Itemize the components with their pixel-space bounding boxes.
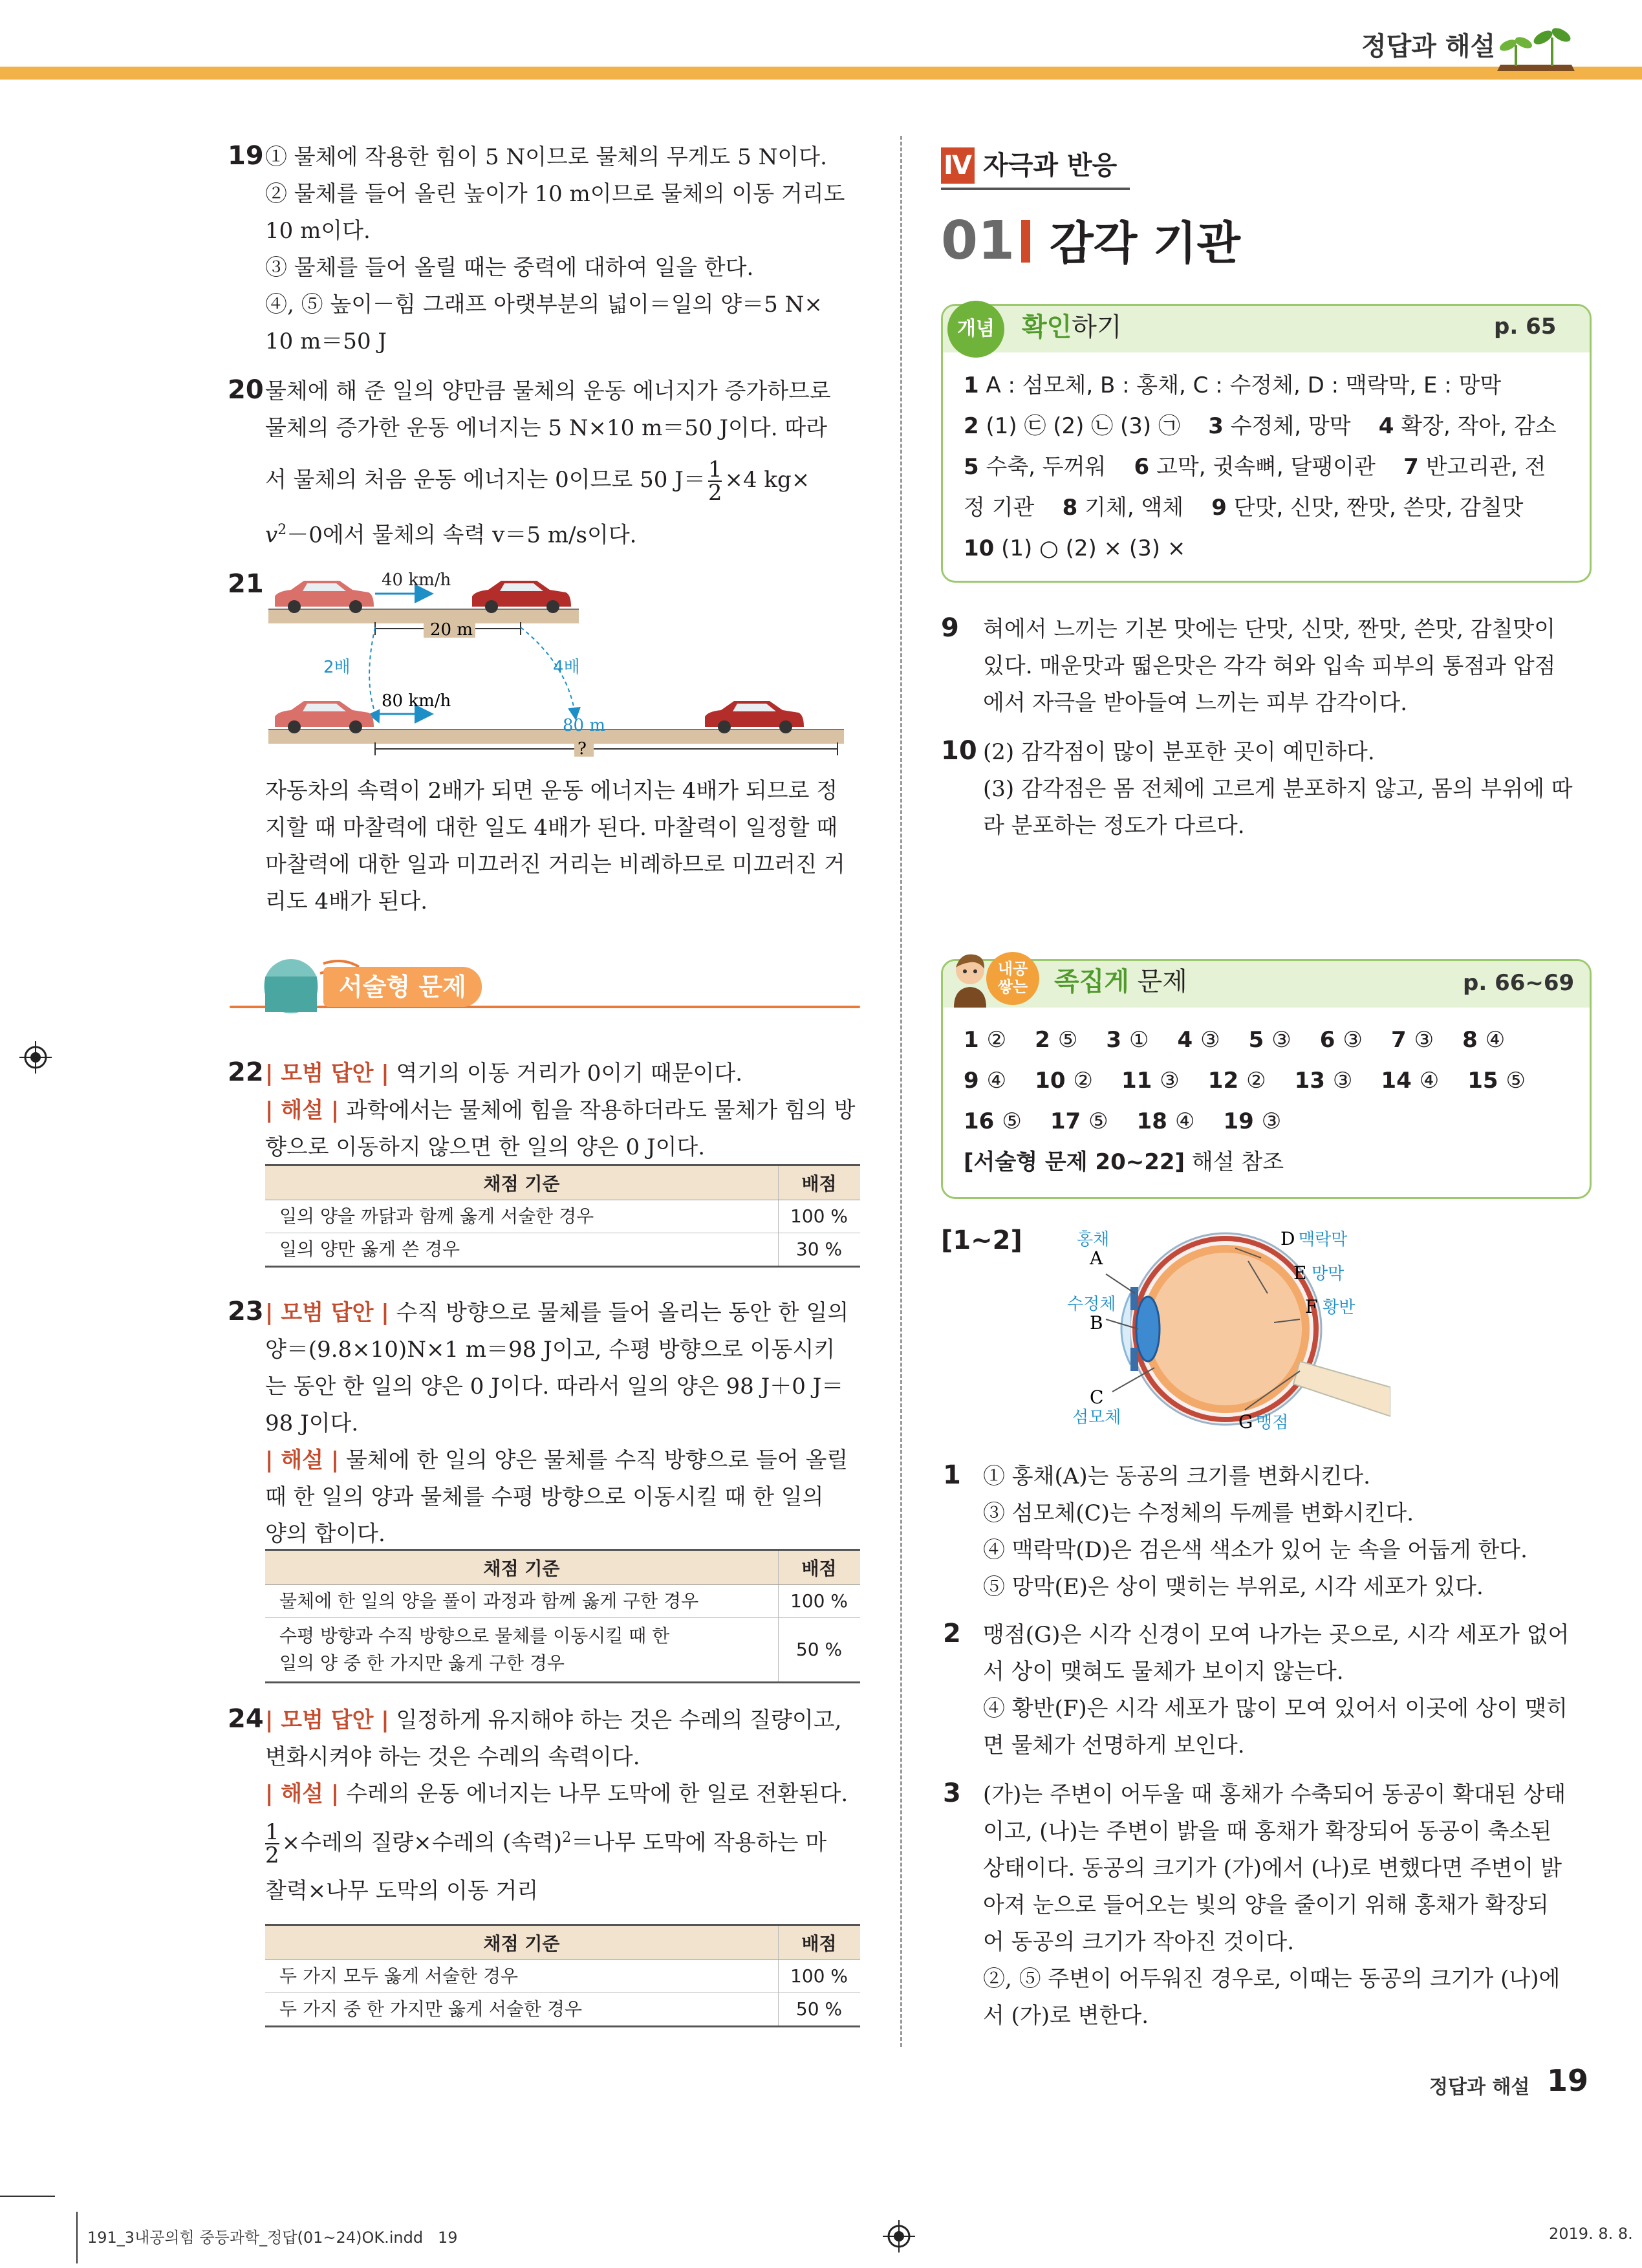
r3-text	[983, 1777, 1584, 2035]
answer-number: 10	[1035, 1068, 1066, 1094]
r2-text	[983, 1617, 1584, 1764]
text-line: 서 상이 맺혀도 물체가 보이지 않는다.	[983, 1659, 1344, 1685]
unit-header	[941, 147, 1130, 190]
crop-mark	[76, 2212, 78, 2263]
text-line: 변화시켜야 하는 것은 수레의 속력이다.	[265, 1744, 640, 1770]
table-row	[265, 1200, 860, 1233]
text-line: 양＝(9.8×10)N×1 m＝98 J이고, 수평 방향으로 이동시키	[265, 1337, 836, 1363]
answer-choice: ④	[1174, 1108, 1195, 1134]
answer-choice: ①	[1129, 1027, 1149, 1053]
answer-number: 4	[1177, 1027, 1193, 1053]
text-line: ① 물체에 작용한 힘이 5 N이므로 물체의 무게도 5 N이다.	[265, 144, 827, 170]
text-line: ④, ⑤ 높이－힘 그래프 아랫부분의 넓이＝일의 양＝5 N×	[265, 292, 823, 318]
text-line: 물체에 해 준 일의 양만큼 물체의 운동 에너지가 증가하므로	[265, 378, 831, 404]
sprout-icon	[1494, 26, 1578, 74]
text-line: (2) 감각점이 많이 분포한 곳이 예민하다.	[983, 739, 1375, 765]
question-number: 20	[228, 375, 264, 405]
answer-number: 1	[943, 1460, 961, 1490]
practice-badge-line-1: 내공	[997, 960, 1028, 978]
header-bar	[0, 67, 1642, 80]
answer-choice: ③	[1271, 1027, 1291, 1053]
text-line: 에서 자극을 받아들여 느끼는 피부 감각이다.	[983, 690, 1408, 716]
answer-number: 6	[1134, 454, 1150, 480]
section-title-2: 문제	[410, 973, 466, 1001]
text-line: ② 물체를 들어 올린 높이가 10 m이므로 물체의 이동 거리도	[265, 181, 845, 207]
text-segment: ＝나무 도막에 작용하는 마	[571, 1830, 827, 1856]
answer-text: 정 기관	[964, 495, 1063, 521]
table-header: 배점	[779, 1165, 861, 1200]
answer-number: 2	[943, 1619, 961, 1648]
answer-choice: ②	[1246, 1068, 1266, 1094]
q20-text	[265, 373, 867, 554]
text-segment: 일정하게 유지해야 하는 것은 수레의 질량이고,	[389, 1707, 842, 1733]
car-icon	[275, 581, 374, 613]
answer-bold: [서술형 문제 20~22]	[964, 1149, 1185, 1175]
practice-title-rest: 문제	[1129, 967, 1187, 997]
answer-number: 11	[1121, 1068, 1152, 1094]
text-line	[265, 1055, 867, 1092]
section-title-1: 서술형	[339, 973, 411, 1001]
registration-mark-icon	[19, 1041, 52, 1074]
answer-line	[964, 365, 1557, 406]
table-cell: 일의 양만 옳게 쓴 경우	[265, 1233, 779, 1267]
table-cell: 두 가지 모두 옳게 서술한 경우	[265, 1960, 779, 1993]
answer-number: 1	[964, 373, 979, 398]
text-line	[265, 1702, 867, 1739]
text-line	[265, 1092, 867, 1129]
q22-text	[265, 1055, 867, 1166]
concept-page: p. 65	[1494, 314, 1557, 340]
text-line	[265, 1776, 867, 1813]
explanation-tag: | 해설 |	[265, 1097, 340, 1123]
answer-text: 단맛, 신맛, 짠맛, 쓴맛, 감칠맛	[1226, 495, 1524, 521]
answer-number: 13	[1294, 1068, 1325, 1094]
concept-title-bold: 확인	[1022, 312, 1072, 342]
concept-title	[1022, 309, 1122, 345]
answer-row	[964, 1061, 1554, 1101]
superscript: 2	[562, 1830, 572, 1846]
answer-text: 확장, 작아, 감소	[1394, 413, 1557, 439]
answer-number: 9	[1211, 495, 1227, 521]
text-line: 자동차의 속력이 2배가 되면 운동 에너지는 4배가 되므로 정	[265, 778, 838, 804]
fraction	[265, 1819, 279, 1869]
text-line: 있다. 매운맛과 떫은맛은 각각 혀와 입속 피부의 통점과 압점	[983, 653, 1556, 679]
text-line: 라 분포하는 정도가 다르다.	[983, 813, 1245, 839]
answer-number: 8	[1062, 495, 1078, 521]
fraction-numerator: 1	[265, 1819, 279, 1846]
text-line: 물체의 증가한 운동 에너지는 5 N×10 m＝50 J이다. 따라	[265, 415, 828, 441]
speed-label-2: 80 km/h	[382, 691, 451, 711]
practice-title-bold: 족집게	[1054, 967, 1129, 997]
text-line: ④ 맥락막(D)은 검은색 색소가 있어 눈 속을 어둡게 한다.	[983, 1537, 1528, 1563]
answer-choice: ④	[1485, 1027, 1506, 1053]
text-line	[265, 1442, 867, 1479]
label-macula-name: 황반	[1323, 1298, 1356, 1317]
text-segment: ×수레의 질량×수레의 (속력)	[281, 1830, 563, 1856]
label-c: C	[1090, 1387, 1104, 1408]
text-line: 향으로 이동하지 않으면 한 일의 양은 0 J이다.	[265, 1134, 706, 1160]
table-cell: 30 %	[779, 1233, 861, 1267]
table-cell: 50 %	[779, 1993, 861, 2027]
label-iris-name: 홍채	[1077, 1230, 1110, 1249]
ratio-label-2x: 2배	[323, 658, 351, 677]
table-row	[265, 1233, 860, 1267]
answer-text: 수정체, 망막	[1223, 413, 1379, 439]
unit-roman: Ⅳ	[941, 147, 975, 184]
label-blindspot-name: 맹점	[1256, 1413, 1289, 1432]
text-line	[265, 459, 867, 504]
car-icon	[275, 701, 374, 733]
answer-text: 고막, 귓속뼈, 달팽이관	[1149, 454, 1404, 480]
fraction	[708, 459, 722, 504]
answer-text: 해설 참조	[1185, 1149, 1284, 1175]
r10-text	[983, 734, 1584, 845]
model-answer-tag: | 모범 답안 |	[265, 1300, 389, 1326]
text-line: 마찰력에 대한 일과 미끄러진 거리는 비례하므로 미끄러진 거	[265, 852, 845, 878]
practice-answers	[964, 1020, 1554, 1183]
answer-number: 3	[1106, 1027, 1121, 1053]
answer-choice: ③	[1343, 1027, 1363, 1053]
text-line: 양의 합이다.	[265, 1521, 385, 1547]
answer-line	[964, 528, 1557, 569]
table-cell: 두 가지 중 한 가지만 옳게 서술한 경우	[265, 1993, 779, 2027]
answer-text: 반고리관, 전	[1418, 454, 1546, 480]
answer-text: 기체, 액체	[1077, 495, 1212, 521]
text-line: 맹점(G)은 시각 신경이 모여 나가는 곳으로, 시각 세포가 없어	[983, 1622, 1570, 1648]
text-line	[265, 1295, 867, 1332]
model-answer-tag: | 모범 답안 |	[265, 1707, 389, 1733]
practice-badge-line-2: 쌓는	[997, 978, 1028, 996]
practice-badge	[986, 952, 1039, 1005]
answer-number: 18	[1136, 1108, 1167, 1134]
answer-number: 12	[1207, 1068, 1239, 1094]
answer-text: A : 섬모체, B : 홍채, C : 수정체, D : 맥락막, E : 망막	[978, 373, 1502, 398]
text-line: 98 J이다.	[265, 1410, 359, 1436]
text-line: 아져 눈으로 들어오는 빛의 양을 줄이기 위해 홍채가 확장되	[983, 1892, 1549, 1918]
label-lens-name: 수정체	[1067, 1295, 1116, 1314]
text-line: ③ 섬모체(C)는 수정체의 두께를 변화시킨다.	[983, 1500, 1414, 1526]
fraction-numerator: 1	[708, 457, 722, 482]
table-cell: 100 %	[779, 1585, 861, 1618]
answer-text: (1) ○ (2) × (3) ×	[994, 535, 1186, 561]
answer-choice: ③	[1332, 1068, 1353, 1094]
scoring-table	[265, 1164, 860, 1268]
answer-number: 8	[1462, 1027, 1478, 1053]
text-line: 어 동공의 크기가 작아진 것이다.	[983, 1929, 1295, 1955]
answer-choice: ⑤	[1002, 1108, 1022, 1134]
answer-number: 14	[1381, 1068, 1412, 1094]
answer-number: 9	[941, 613, 959, 643]
explanation-tag: | 해설 |	[265, 1781, 340, 1807]
answer-number: 3	[1208, 413, 1224, 439]
answer-number: 2	[1035, 1027, 1050, 1053]
answer-choice: ⑤	[1506, 1068, 1526, 1094]
chapter-bar	[1021, 220, 1030, 263]
unknown-distance: ?	[578, 739, 587, 759]
table-cell: 일의 양을 까닭과 함께 옳게 서술한 경우	[265, 1200, 779, 1233]
table-row	[265, 1960, 860, 1993]
answer-choice: ⑤	[1088, 1108, 1108, 1134]
answer-number: 5	[1248, 1027, 1264, 1053]
table-header: 배점	[779, 1925, 861, 1960]
column-divider	[900, 136, 902, 2047]
header-title: 정답과 해설	[1361, 32, 1496, 61]
label-a: A	[1090, 1247, 1103, 1269]
table-row	[265, 1585, 860, 1618]
text-line: ⑤ 망막(E)은 상이 맺히는 부위로, 시각 세포가 있다.	[983, 1574, 1484, 1600]
print-date: 2019. 8. 8.	[1549, 2225, 1633, 2243]
answer-choice: ③	[1261, 1108, 1282, 1134]
braking-distance-figure	[265, 563, 847, 763]
answer-number: 17	[1050, 1108, 1081, 1134]
file-name-slug: 191_3내공의힘 중등과학_정답(01~24)OK.indd 19	[87, 2229, 458, 2247]
car-icon	[472, 581, 571, 613]
chapter-number: 01	[941, 210, 1015, 272]
answer-choice: ③	[1414, 1027, 1434, 1053]
table-cell: 50 %	[779, 1618, 861, 1683]
text-line: 상태이다. 동공의 크기가 (가)에서 (나)로 변했다면 주변이 밝	[983, 1855, 1562, 1881]
answer-number: 1	[964, 1027, 979, 1053]
text-line: 이고, (나)는 주변이 밝을 때 홍채가 확장되어 동공이 축소된	[983, 1819, 1552, 1844]
fraction-denominator: 2	[265, 1842, 279, 1869]
figure-label: [1~2]	[941, 1226, 1022, 1255]
text-line: (가)는 주변이 어두울 때 홍채가 수축되어 동공이 확대된 상태	[983, 1782, 1566, 1808]
table-row	[265, 1993, 860, 2027]
label-ciliary-name: 섬모체	[1072, 1408, 1121, 1427]
answer-line	[964, 447, 1557, 488]
q23-text	[265, 1295, 867, 1553]
label-choroid-name: 맥락막	[1299, 1230, 1348, 1249]
text-line: 찰력×나무 도막의 이동 거리	[265, 1878, 539, 1905]
text-segment: －0에서 물체의 속력 v＝5 m/s이다.	[286, 522, 637, 548]
superscript: 2	[277, 522, 287, 538]
answer-number: 15	[1467, 1068, 1498, 1094]
chapter-title: 감각 기관	[1050, 217, 1240, 270]
text-line: ① 홍채(A)는 동공의 크기를 변화시킨다.	[983, 1463, 1370, 1489]
answer-choice: ④	[986, 1068, 1007, 1094]
text-line: 10 m＝50 J	[265, 329, 387, 354]
answer-number: 2	[964, 413, 979, 439]
table-cell: 100 %	[779, 1200, 861, 1233]
answer-choice: ②	[1073, 1068, 1093, 1094]
answer-choice: ⑤	[1057, 1027, 1078, 1053]
section-title-box	[323, 967, 482, 1007]
answer-choice: ④	[1419, 1068, 1440, 1094]
answer-choice: ③	[1200, 1027, 1220, 1053]
answer-text: (1) ㉢ (2) ㉡ (3) ㉠	[978, 413, 1209, 439]
chapter-heading	[941, 207, 1240, 272]
table-row	[265, 1618, 860, 1683]
concept-badge: 개념	[947, 301, 1004, 358]
scoring-table	[265, 1549, 860, 1683]
answer-text: 수축, 두꺼워	[978, 454, 1134, 480]
answer-number: 5	[964, 454, 979, 480]
text-line: 혀에서 느끼는 기본 맛에는 단맛, 신맛, 짠맛, 쓴맛, 감칠맛이	[983, 616, 1556, 642]
unit-title: 자극과 반응	[983, 151, 1118, 180]
label-f: F	[1305, 1296, 1318, 1317]
table-cell: 수평 방향과 수직 방향으로 물체를 이동시킬 때 한 일의 양 중 한 가지만 옳게 구한 경우	[265, 1618, 779, 1683]
text-segment: 수직 방향으로 물체를 들어 올리는 동안 한 일의	[389, 1300, 849, 1326]
text-line: 는 동안 한 일의 양은 0 J이다. 따라서 일의 양은 98 J＋0 J＝	[265, 1374, 844, 1399]
practice-page: p. 66~69	[1463, 970, 1575, 996]
text-line: 면 물체가 선명하게 보인다.	[983, 1733, 1245, 1758]
model-answer-tag: | 모범 답안 |	[265, 1061, 389, 1086]
concept-answers	[964, 365, 1557, 569]
distance-label-2: 80 m	[563, 716, 606, 735]
practice-title	[1054, 964, 1187, 1000]
registration-mark-icon	[883, 2220, 915, 2252]
answer-number: 3	[943, 1778, 961, 1808]
q21-text	[265, 773, 867, 920]
r1-text	[983, 1458, 1584, 1606]
text-line: ②, ⑤ 주변이 어두워진 경우로, 이때는 동공의 크기가 (나)에	[983, 1966, 1561, 1992]
table-cell: 물체에 한 일의 양을 풀이 과정과 함께 옳게 구한 경우	[265, 1585, 779, 1618]
answer-row	[964, 1020, 1554, 1061]
answer-line	[964, 1142, 1554, 1183]
question-number: 22	[228, 1057, 264, 1087]
table-header: 채점 기준	[265, 1550, 779, 1585]
r9-text	[983, 611, 1584, 722]
question-number: 24	[228, 1704, 264, 1734]
speed-label-1: 40 km/h	[382, 570, 451, 590]
explanation-tag: | 해설 |	[265, 1447, 340, 1473]
q19-text	[265, 139, 867, 360]
label-d: D	[1280, 1228, 1295, 1249]
label-e: E	[1293, 1262, 1307, 1284]
text-segment: 과학에서는 물체에 힘을 작용하더라도 물체가 힘의 방	[339, 1097, 856, 1123]
text-line: (3) 감각점은 몸 전체에 고르게 분포하지 않고, 몸의 부위에 따	[983, 776, 1573, 802]
page-number: 19	[1547, 2063, 1589, 2098]
ratio-label-4x: 4배	[553, 658, 580, 677]
answer-number: 10	[941, 736, 977, 766]
answer-row	[964, 1101, 1554, 1142]
table-header: 배점	[779, 1550, 861, 1585]
fraction-denominator: 2	[708, 480, 722, 506]
text-segment: 역기의 이동 거리가 0이기 때문이다.	[389, 1061, 743, 1086]
table-header: 채점 기준	[265, 1165, 779, 1200]
answer-number: 10	[964, 535, 995, 561]
answer-choice: ②	[986, 1027, 1007, 1053]
label-b: B	[1090, 1312, 1103, 1334]
text-segment: 수레의 운동 에너지는 나무 도막에 한 일로 전환된다.	[339, 1781, 848, 1807]
label-retina-name: 망막	[1312, 1264, 1345, 1284]
label-g: G	[1238, 1411, 1253, 1432]
answer-line	[964, 406, 1557, 447]
table-cell: 100 %	[779, 1960, 861, 1993]
answer-number: 16	[964, 1108, 995, 1134]
text-line: ③ 물체를 들어 올릴 때는 중력에 대하여 일을 한다.	[265, 255, 754, 281]
text-line: ④ 황반(F)은 시각 세포가 많이 모여 있어서 이곳에 상이 맺히	[983, 1696, 1568, 1722]
car-icon	[705, 701, 804, 733]
q24-text	[265, 1702, 867, 1910]
text-line	[265, 512, 867, 554]
text-segment: 서 물체의 처음 운동 에너지는 0이므로 50 J＝	[265, 467, 706, 493]
var-v: v	[265, 522, 278, 548]
answer-choice: ③	[1160, 1068, 1180, 1094]
concept-title-rest: 하기	[1072, 312, 1122, 342]
text-line	[265, 1819, 867, 1869]
question-number: 23	[228, 1297, 264, 1326]
text-line: 리도 4배가 된다.	[265, 889, 428, 914]
distance-label-1: 20 m	[430, 620, 473, 640]
question-number: 19	[228, 141, 264, 171]
scoring-table	[265, 1924, 860, 2027]
page-footer-label: 정답과 해설	[1429, 2076, 1530, 2099]
answer-number: 6	[1319, 1027, 1335, 1053]
text-segment: 물체에 한 일의 양은 물체를 수직 방향으로 들어 올릴	[339, 1447, 848, 1473]
answer-number: 4	[1378, 413, 1394, 439]
text-line: 지할 때 마찰력에 대한 일도 4배가 된다. 마찰력이 일정할 때	[265, 815, 838, 841]
answer-number: 9	[964, 1068, 979, 1094]
text-line: 10 m이다.	[265, 218, 371, 244]
answer-number: 7	[1390, 1027, 1407, 1053]
table-header: 채점 기준	[265, 1925, 779, 1960]
eye-diagram	[1015, 1222, 1390, 1442]
crop-mark	[0, 2196, 55, 2197]
text-line: 서 (가)로 변한다.	[983, 2003, 1149, 2029]
answer-number: 19	[1223, 1108, 1254, 1134]
answer-number: 7	[1403, 454, 1419, 480]
answer-line	[964, 488, 1557, 528]
question-number: 21	[228, 569, 264, 599]
text-segment: ×4 kg×	[724, 467, 810, 493]
text-line: 때 한 일의 양과 물체를 수평 방향으로 이동시킬 때 한 일의	[265, 1484, 824, 1510]
